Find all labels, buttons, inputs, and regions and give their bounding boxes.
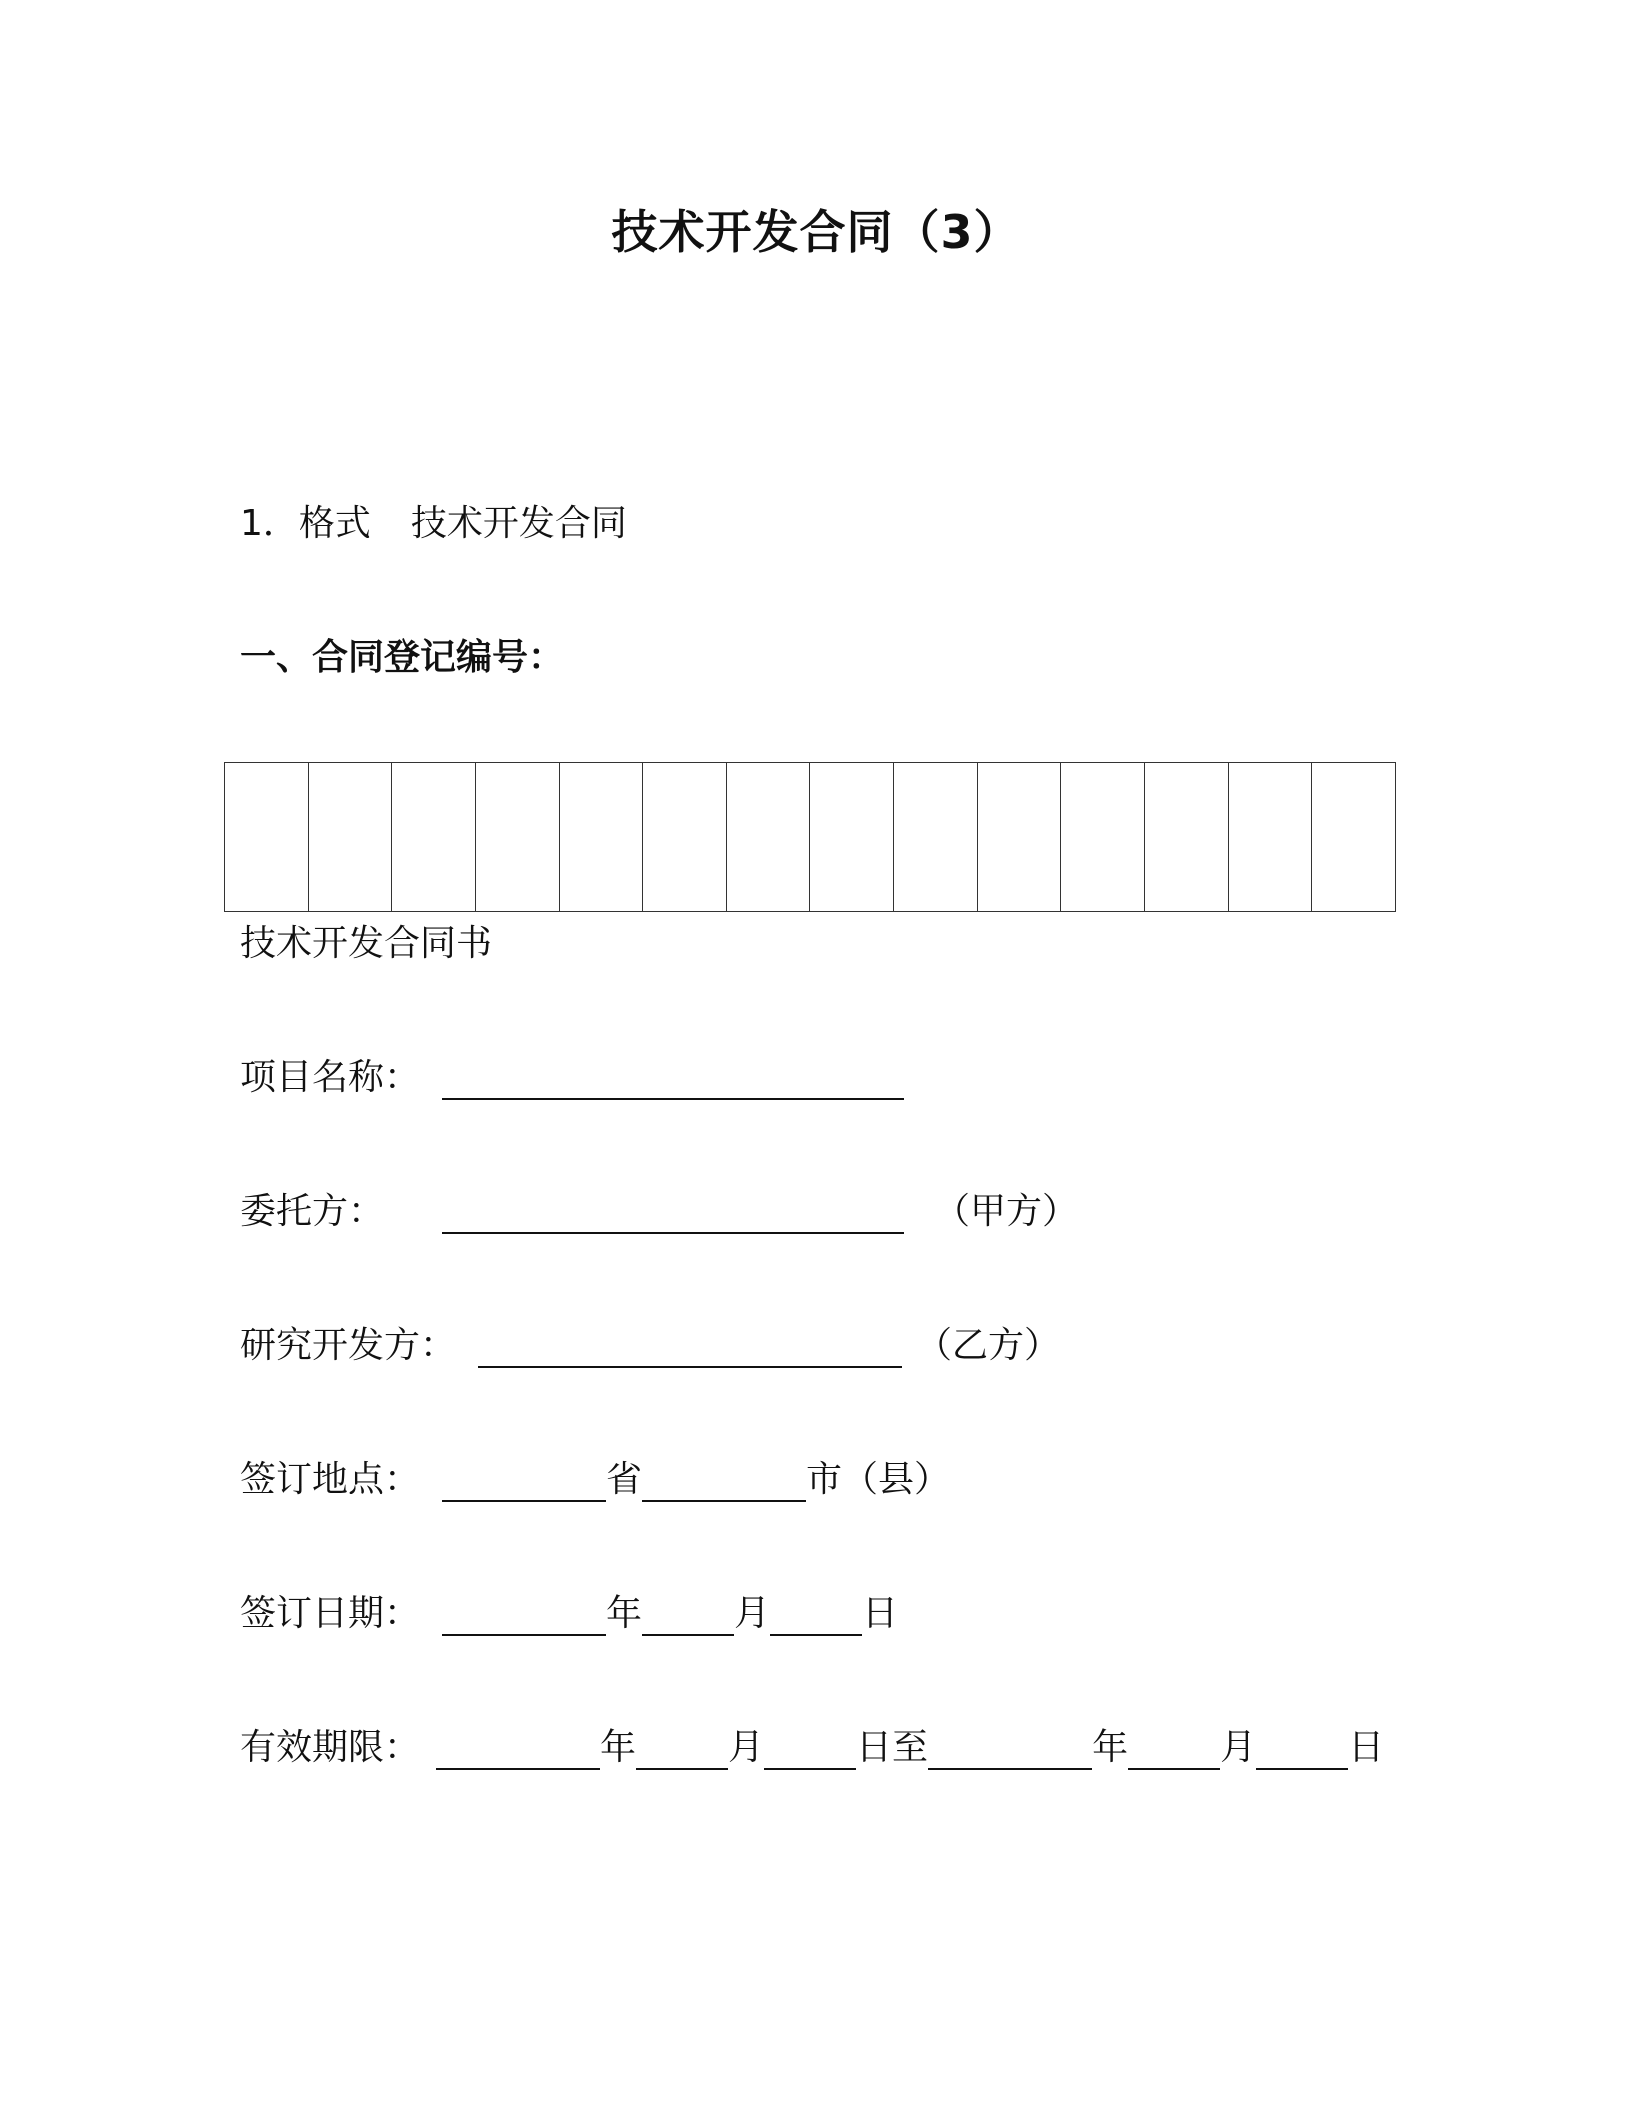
validity-start-year-label: 年 bbox=[600, 1727, 637, 1768]
province-field[interactable] bbox=[442, 1460, 606, 1502]
document-title: 技术开发合同（3） bbox=[611, 205, 1021, 259]
sign-month-field[interactable] bbox=[642, 1594, 734, 1636]
registration-box[interactable] bbox=[1228, 763, 1312, 912]
registration-box[interactable] bbox=[977, 763, 1061, 912]
contract-subtitle-text: 技术开发合同书 bbox=[240, 923, 493, 964]
developer-label: 研究开发方： bbox=[240, 1325, 457, 1366]
city-field[interactable] bbox=[642, 1460, 806, 1502]
registration-box[interactable] bbox=[392, 763, 476, 912]
client-row bbox=[240, 1182, 1078, 1234]
validity-end-year-label: 年 bbox=[1092, 1727, 1129, 1768]
sign-date-label: 签订日期： bbox=[240, 1593, 421, 1634]
validity-end-year-field[interactable] bbox=[928, 1728, 1092, 1770]
validity-end-day-field[interactable] bbox=[1256, 1728, 1348, 1770]
sign-date-row bbox=[240, 1584, 898, 1636]
validity-end-day-label: 日 bbox=[1348, 1727, 1385, 1768]
format-line bbox=[240, 494, 627, 546]
registration-box[interactable] bbox=[1061, 763, 1145, 912]
registration-box[interactable] bbox=[810, 763, 894, 912]
registration-box[interactable] bbox=[475, 763, 559, 912]
sign-place-row bbox=[240, 1450, 950, 1502]
registration-box[interactable] bbox=[1145, 763, 1229, 912]
validity-start-month-field[interactable] bbox=[636, 1728, 728, 1770]
project-name-field[interactable] bbox=[442, 1058, 904, 1100]
contract-subtitle bbox=[240, 914, 492, 966]
client-label: 委托方： bbox=[240, 1191, 385, 1232]
registration-box[interactable] bbox=[559, 763, 643, 912]
client-suffix: （甲方） bbox=[934, 1191, 1079, 1232]
developer-suffix: （乙方） bbox=[916, 1325, 1061, 1366]
validity-start-year-field[interactable] bbox=[436, 1728, 600, 1770]
validity-start-month-label: 月 bbox=[728, 1727, 765, 1768]
format-number: 1． bbox=[240, 503, 299, 544]
format-label: 格式 bbox=[298, 503, 371, 544]
sign-year-label: 年 bbox=[606, 1593, 643, 1634]
validity-end-month-label: 月 bbox=[1220, 1727, 1257, 1768]
registration-box[interactable] bbox=[1312, 763, 1396, 912]
validity-end-month-field[interactable] bbox=[1128, 1728, 1220, 1770]
sign-day-label: 日 bbox=[862, 1593, 899, 1634]
validity-row bbox=[240, 1718, 1384, 1770]
registration-box[interactable] bbox=[643, 763, 727, 912]
registration-number-heading bbox=[240, 628, 564, 680]
client-field[interactable] bbox=[442, 1192, 904, 1234]
developer-field[interactable] bbox=[478, 1326, 902, 1368]
validity-start-day-to-label: 日至 bbox=[856, 1727, 929, 1768]
registration-box[interactable] bbox=[308, 763, 392, 912]
project-name-label: 项目名称： bbox=[240, 1057, 421, 1098]
registration-number-boxes bbox=[224, 762, 1396, 912]
registration-box[interactable] bbox=[225, 763, 309, 912]
validity-start-day-field[interactable] bbox=[764, 1728, 856, 1770]
sign-month-label: 月 bbox=[734, 1593, 771, 1634]
sign-year-field[interactable] bbox=[442, 1594, 606, 1636]
sign-day-field[interactable] bbox=[770, 1594, 862, 1636]
province-label: 省 bbox=[606, 1459, 643, 1500]
registration-box[interactable] bbox=[894, 763, 978, 912]
registration-heading-text: 一、合同登记编号： bbox=[240, 637, 565, 678]
format-value: 技术开发合同 bbox=[410, 503, 627, 544]
sign-place-label: 签订地点： bbox=[240, 1459, 421, 1500]
city-label: 市（县） bbox=[806, 1459, 951, 1500]
validity-label: 有效期限： bbox=[240, 1727, 421, 1768]
registration-box[interactable] bbox=[726, 763, 810, 912]
project-name-row bbox=[240, 1048, 904, 1100]
developer-row bbox=[240, 1316, 1060, 1368]
